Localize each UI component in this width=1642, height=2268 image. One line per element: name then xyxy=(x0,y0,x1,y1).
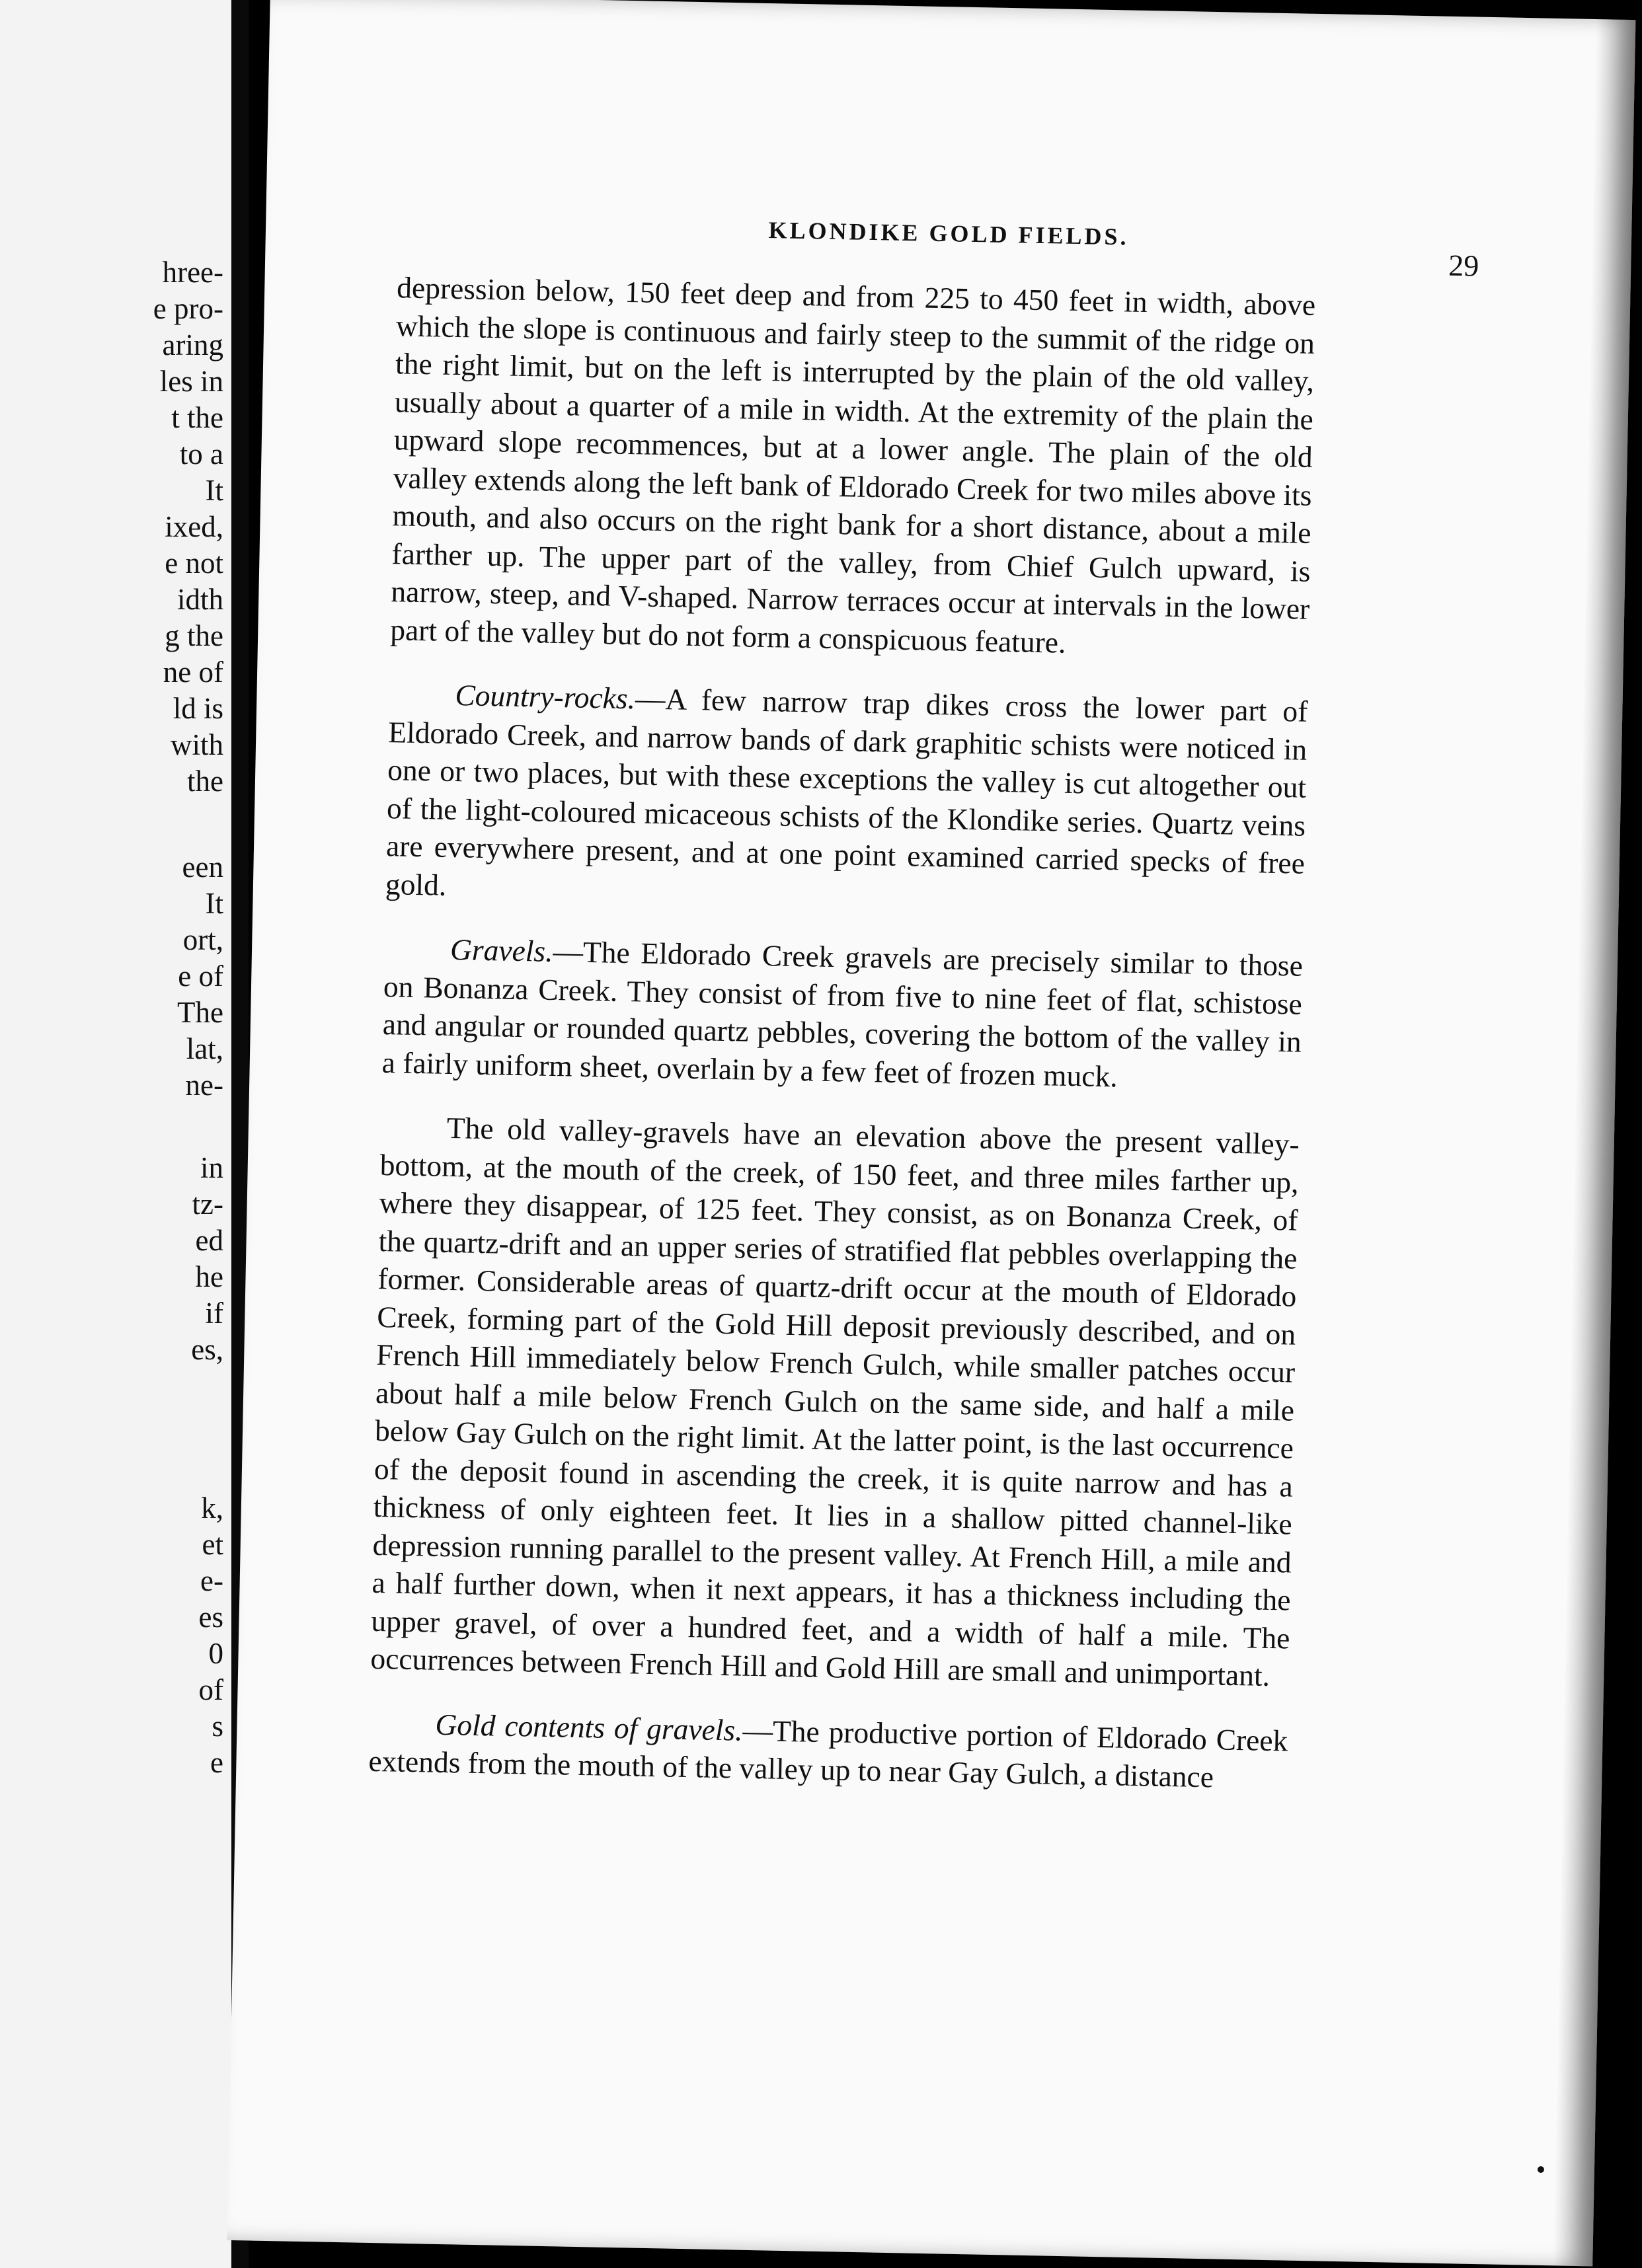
paragraph-text: —The productive portion of Eldorado Creek extends from the mouth of the valley up to near Gay Gulch, a distance xyxy=(368,1713,1288,1794)
left-page-line-fragment: idth xyxy=(176,583,223,616)
left-page-line-fragment: The xyxy=(177,996,223,1029)
page xyxy=(227,0,1636,2267)
left-page-line-fragment: in xyxy=(200,1151,223,1184)
left-page-line-fragment: ne of xyxy=(163,656,223,689)
paragraph xyxy=(370,1108,1300,1695)
left-page-line-fragment: et xyxy=(202,1528,223,1561)
paragraph-heading: Gravels. xyxy=(450,932,554,968)
body-text xyxy=(368,268,1315,1824)
left-page-line-fragment: e xyxy=(210,1746,223,1779)
paragraph-text: —The Eldorado Creek gravels are precisely similar to those on Bonanza Creek. They consist of from five to nine feet of flat, schistose and angular or rounded quartz pebbles, covering the bottom of the valley in a fairly uniform sheet, overlain by a few feet of frozen muck. xyxy=(381,934,1304,1093)
left-page-line-fragment: to a xyxy=(179,437,223,471)
paragraph xyxy=(390,268,1316,666)
left-page-line-fragment: les in xyxy=(159,365,223,398)
left-page-line-fragment: ne- xyxy=(185,1069,223,1102)
paragraph xyxy=(381,929,1303,1099)
paragraph-text: The old valley-gravels have an elevation above the present valley-bottom, at the mouth of the creek, of 150 feet, and three miles farther up, where they disappear, of 125 feet. They consist, as on Bonanza Creek, of the quartz-drift and an upper series of stratified flat pebbles overlapping the former. Considerable areas of quartz-drift occur at the mouth of Eldorado Creek, forming part of the Gold Hill deposit previously described, and on French Hill immediately below French Gulch, while smaller patches occur about half a mile below French Gulch on the same side, and half a mile below Gay Gulch on the right limit. At the latter point, is the last occurrence of the deposit found in ascending the creek, it is quite narrow and has a thickness of only eighteen feet. It lies in a shallow pitted channel-like depression running parallel to the present valley. At French Hill, a mile and a half further down, when it next appears, it has a thickness including the upper gravel, of over a hundred feet, and a width of half a mile. The occurrences between French Hill and Gold Hill are small and unimportant. xyxy=(370,1110,1300,1692)
left-page-line-fragment: It xyxy=(205,474,223,507)
left-page-line-fragment: e pro- xyxy=(153,292,223,325)
page-edge-shadow xyxy=(1553,19,1635,2267)
left-page-edge xyxy=(0,0,234,2268)
left-page-line-fragment: It xyxy=(205,887,223,920)
left-page-line-fragment: ld is xyxy=(173,692,223,725)
left-page-line-fragment: aring xyxy=(162,328,223,361)
left-page-line-fragment: t the xyxy=(171,401,223,434)
left-page-line-fragment: ort, xyxy=(182,923,223,956)
left-page-line-fragment: hree- xyxy=(162,256,223,289)
left-page-line-fragment: es, xyxy=(191,1333,223,1366)
ink-speck xyxy=(1538,2166,1544,2173)
left-page-line-fragment: g the xyxy=(165,619,223,652)
paragraph-text: depression below, 150 feet deep and from 225 to 450 feet in width, above which the slope is continuous and fairly steep to the summit of the ridge on the right limit, but on the left is interrupted by the plain of the old valley, usually about a quarter of a mile in width. At the extremity of the plain the upward slope recommences, but at a lower angle. The plain of the old valley extends along the left bank of Eldorado Creek for two miles above its mouth, and also occurs on the right bank for a short distance, about a mile farther up. The upper part of the valley, from Chief Gulch upward, is narrow, steep, and V-shaped. Narrow terraces occur at intervals in the lower part of the valley but do not form a conspicuous feature. xyxy=(389,270,1316,660)
left-page-line-fragment: k, xyxy=(201,1492,223,1525)
running-head: KLONDIKE GOLD FIELDS. xyxy=(768,217,1129,250)
paragraph xyxy=(368,1704,1288,1797)
left-page-line-fragment: e of xyxy=(178,960,223,993)
left-page-line-fragment: the xyxy=(187,765,223,798)
left-page-line-fragment: if xyxy=(205,1297,223,1330)
page-number: 29 xyxy=(1448,248,1479,283)
left-page-line-fragment: lat, xyxy=(186,1032,223,1065)
paragraph-text: —A few narrow trap dikes cross the lower part of Eldorado Creek, and narrow bands of dark graphitic schists were noticed in one or two places, but with these exceptions the valley is cut altogether out of the light-coloured micaceous schists of the Klondike series. Quartz veins are everywhere present, and at one point examined carried specks of free gold. xyxy=(385,681,1308,902)
paragraph-heading: Country-rocks. xyxy=(455,678,636,716)
paragraph-heading: Gold contents of gravels. xyxy=(435,1707,744,1747)
left-page-line-fragment: with xyxy=(170,728,223,761)
paragraph xyxy=(385,675,1308,921)
left-page-line-fragment: 0 xyxy=(208,1637,223,1670)
left-page-line-fragment: e not xyxy=(165,547,223,580)
left-page-line-fragment: of xyxy=(198,1673,223,1706)
left-page-line-fragment: ed xyxy=(195,1224,223,1257)
left-page-line-fragment: es xyxy=(198,1601,223,1634)
left-page-line-fragment: een xyxy=(182,850,223,884)
left-page-line-fragment: he xyxy=(195,1260,223,1293)
left-page-line-fragment: ixed, xyxy=(165,510,223,543)
left-page-line-fragment: s xyxy=(212,1710,223,1743)
left-page-line-fragment: e- xyxy=(200,1564,223,1597)
left-page-line-fragment: tz- xyxy=(192,1188,223,1221)
